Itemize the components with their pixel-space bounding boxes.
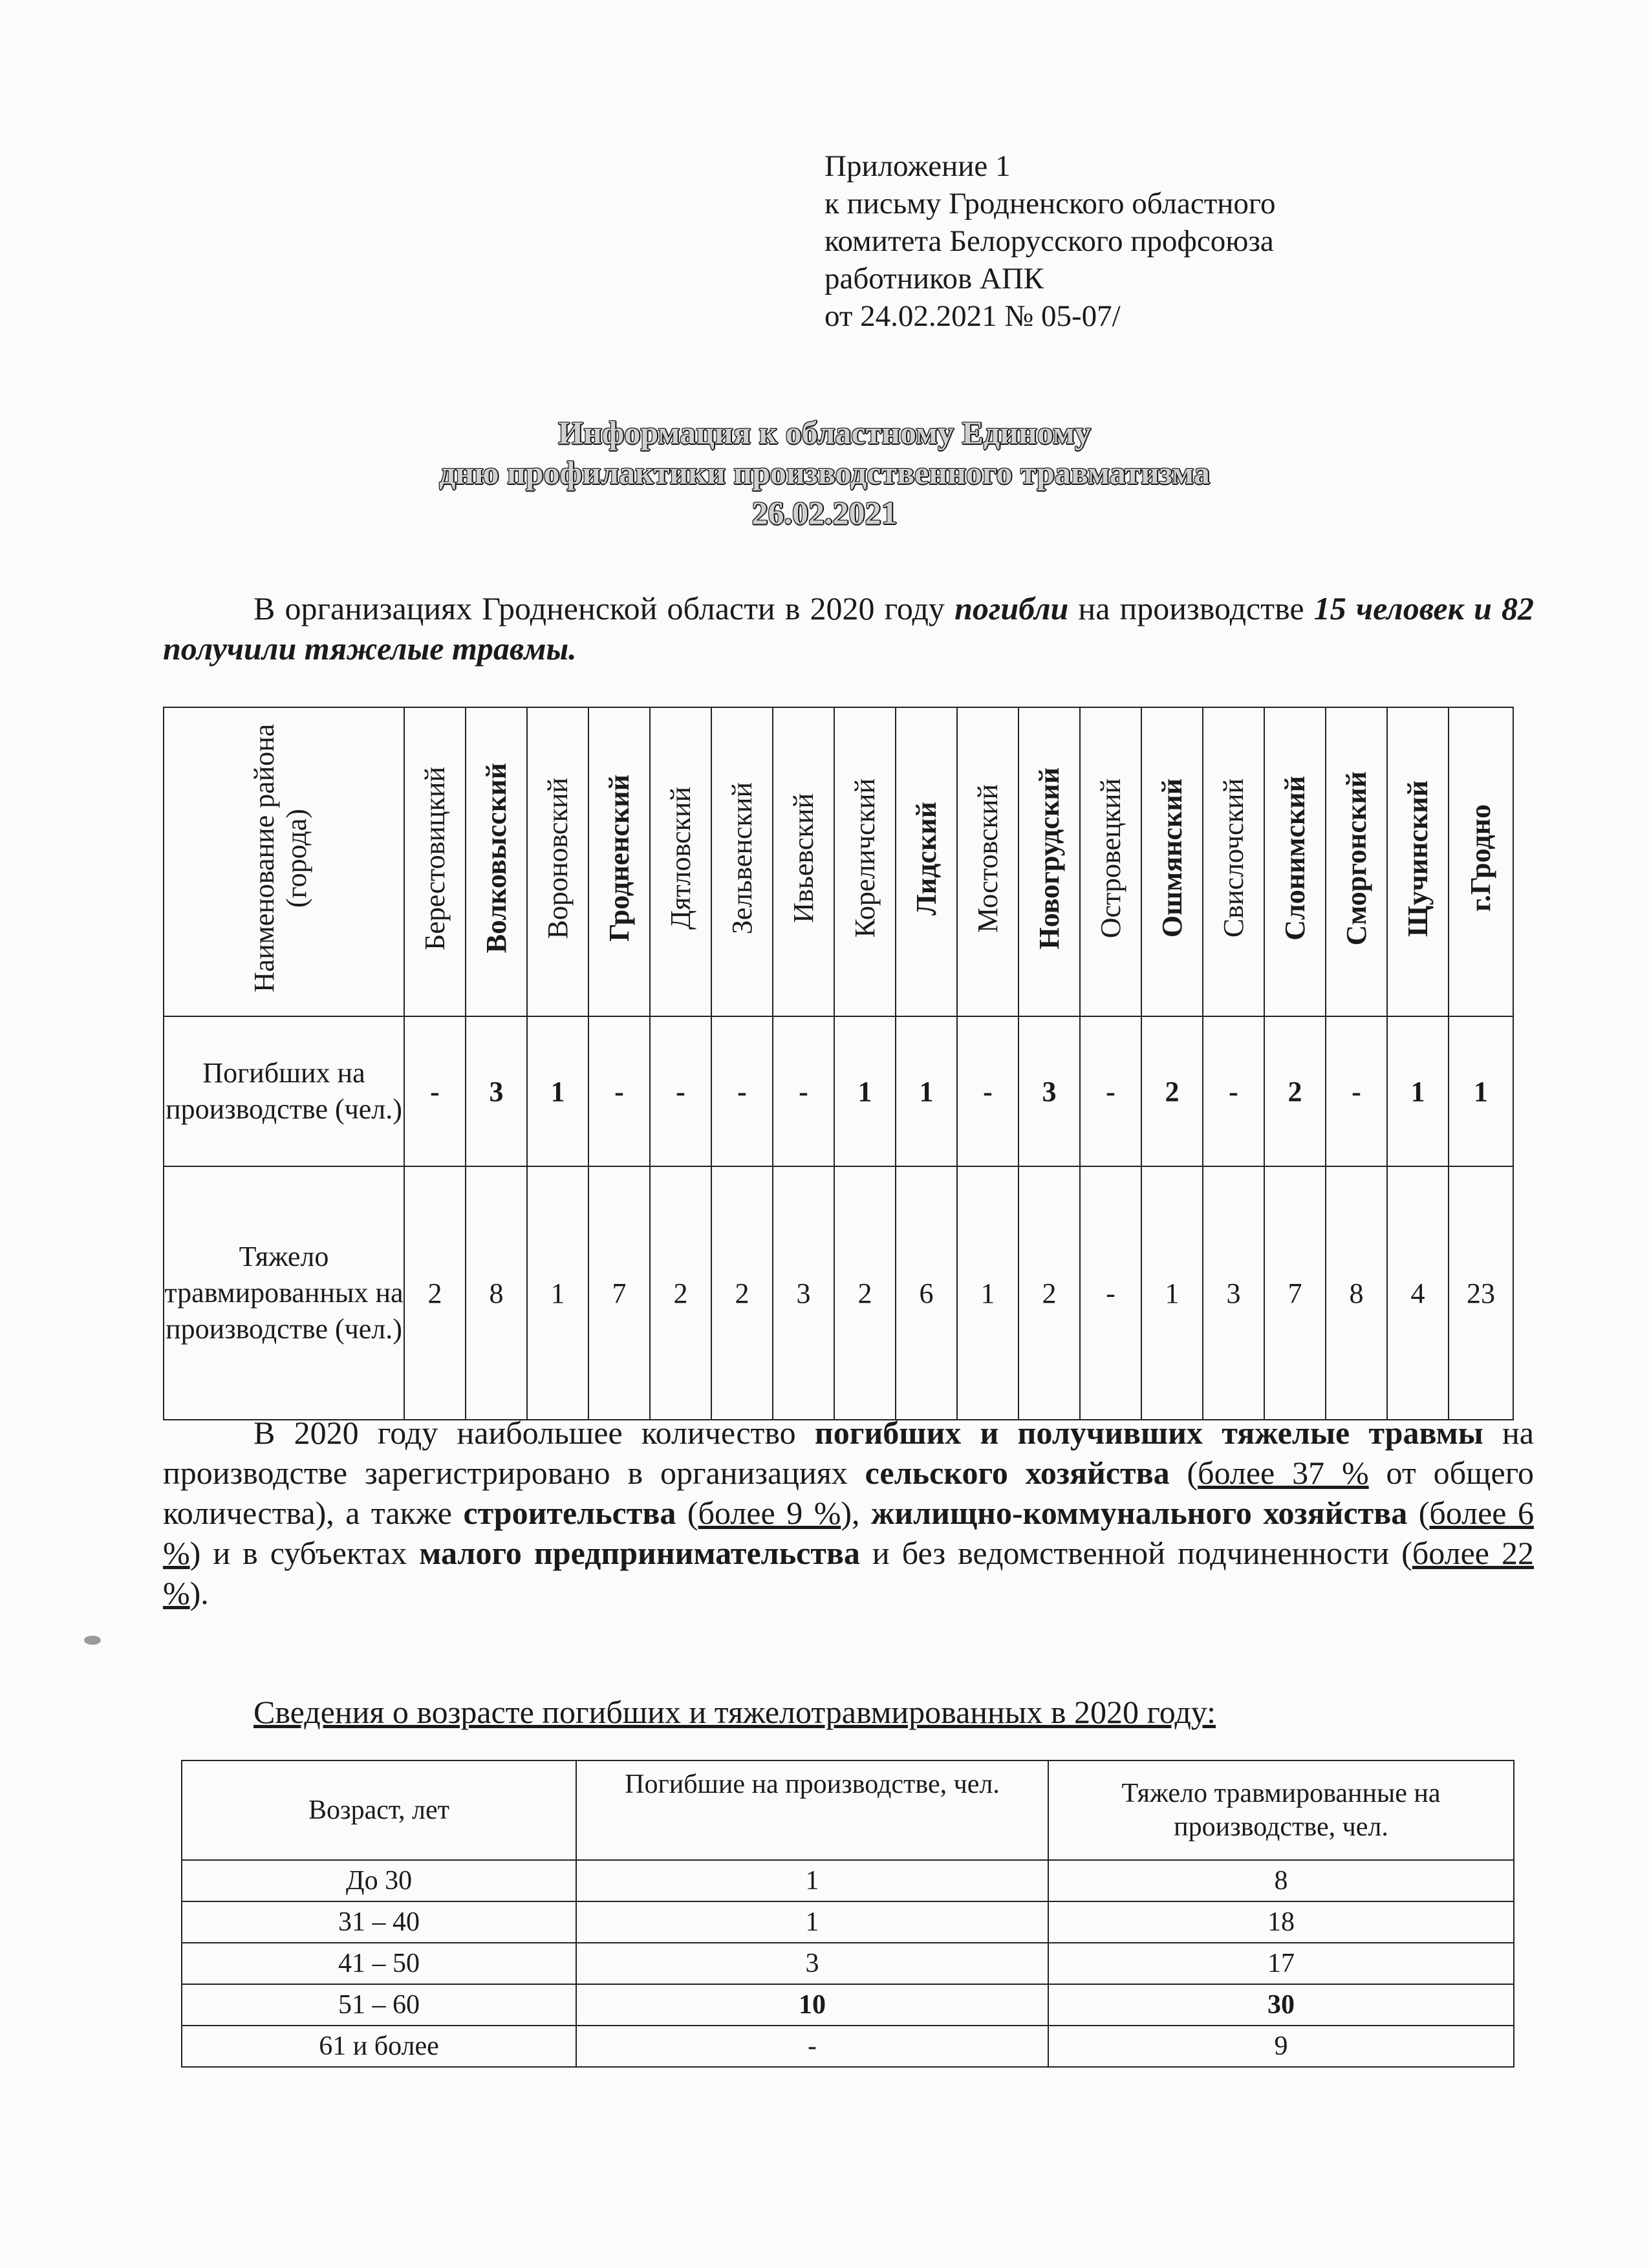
summary-paragraph bbox=[163, 1413, 1534, 1613]
age-table bbox=[181, 1760, 1514, 2068]
summary-text: ( bbox=[676, 1495, 698, 1531]
injured-cell: 2 bbox=[834, 1166, 896, 1420]
title-line: дню профилактики производственного травматизма bbox=[439, 455, 1210, 491]
appendix-line: работников АПК bbox=[824, 262, 1044, 295]
age-header-cell: Тяжело травмированные на производстве, чел. bbox=[1048, 1760, 1514, 1860]
age-cell: 31 – 40 bbox=[182, 1901, 576, 1943]
deaths-cell: 1 bbox=[896, 1016, 957, 1166]
district-name: Мостовский bbox=[971, 784, 1004, 933]
district-header bbox=[834, 707, 896, 1016]
deaths-cell: 1 bbox=[1387, 1016, 1449, 1166]
age-cell: До 30 bbox=[182, 1860, 576, 1901]
injured-cell: 2 bbox=[1018, 1166, 1080, 1420]
title-line: 26.02.2021 bbox=[751, 495, 898, 531]
injured-cell: 4 bbox=[1387, 1166, 1449, 1420]
district-name: Берестовицкий bbox=[418, 766, 451, 950]
age-header-cell: Возраст, лет bbox=[182, 1760, 576, 1860]
district-name: Новогрудский bbox=[1033, 767, 1065, 950]
summary-percent: более 22 % bbox=[163, 1535, 1535, 1611]
summary-percent: более 6 % bbox=[163, 1495, 1534, 1571]
summary-text: от общего количества), а также bbox=[163, 1455, 1535, 1531]
injured-cell: - bbox=[1080, 1166, 1141, 1420]
districts-table bbox=[163, 707, 1514, 1420]
deaths-cell: 3 bbox=[466, 1016, 527, 1166]
district-header bbox=[1326, 707, 1387, 1016]
deaths-cell: - bbox=[1326, 1016, 1387, 1166]
summary-text: В 2020 году наибольшее количество bbox=[253, 1415, 815, 1451]
age-injured-cell: 30 bbox=[1048, 1984, 1514, 2026]
deaths-cell: - bbox=[711, 1016, 773, 1166]
age-deaths-cell: 3 bbox=[576, 1943, 1048, 1984]
district-name: Щучинский bbox=[1401, 780, 1434, 937]
district-name: Кореличский bbox=[848, 778, 881, 938]
appendix-line: Приложение 1 bbox=[824, 149, 1011, 183]
age-deaths-cell: 10 bbox=[576, 1984, 1048, 2026]
injured-cell: 6 bbox=[896, 1166, 957, 1420]
document-title bbox=[0, 412, 1649, 533]
summary-percent: более 37 % bbox=[1198, 1455, 1369, 1491]
row-label: Тяжело травмированных на производстве (чел.) bbox=[164, 1166, 404, 1420]
header-label: Наименование района (города) bbox=[248, 723, 312, 993]
summary-text: ), bbox=[841, 1495, 871, 1531]
summary-text: ( bbox=[1407, 1495, 1430, 1531]
appendix-line: от 24.02.2021 № 05-07/ bbox=[824, 299, 1121, 333]
district-name: Зельвенский bbox=[726, 782, 758, 935]
district-name: Островецкий bbox=[1094, 778, 1126, 939]
header-label-cell bbox=[164, 707, 404, 1016]
summary-emphasis: малого предпринимательства bbox=[419, 1535, 860, 1571]
summary-emphasis: погибших и получивших тяжелые травмы bbox=[814, 1415, 1483, 1451]
injured-cell: 7 bbox=[588, 1166, 650, 1420]
summary-text: на производстве зарегистрировано в организациях bbox=[163, 1415, 1534, 1491]
deaths-cell: - bbox=[1080, 1016, 1141, 1166]
district-name: Свислочский bbox=[1217, 778, 1249, 938]
deaths-cell: 1 bbox=[1449, 1016, 1513, 1166]
injured-cell: 1 bbox=[527, 1166, 588, 1420]
district-header bbox=[957, 707, 1018, 1016]
district-header bbox=[1141, 707, 1203, 1016]
age-cell: 61 и более bbox=[182, 2026, 576, 2067]
district-name: Дятловский bbox=[664, 787, 696, 930]
district-header bbox=[773, 707, 834, 1016]
injured-cell: 7 bbox=[1264, 1166, 1326, 1420]
district-header bbox=[896, 707, 957, 1016]
district-name: Сморгонский bbox=[1340, 771, 1372, 946]
district-name: Ошмянский bbox=[1156, 778, 1188, 938]
injured-cell: 3 bbox=[773, 1166, 834, 1420]
district-header bbox=[1080, 707, 1141, 1016]
district-header bbox=[404, 707, 466, 1016]
intro-text: на производстве bbox=[1068, 590, 1314, 626]
intro-text: В организациях Гродненской области в 2020 году bbox=[253, 590, 955, 626]
injured-cell: 8 bbox=[466, 1166, 527, 1420]
age-injured-cell: 18 bbox=[1048, 1901, 1514, 1943]
deaths-cell: 1 bbox=[527, 1016, 588, 1166]
age-injured-cell: 17 bbox=[1048, 1943, 1514, 1984]
appendix-header bbox=[824, 147, 1276, 335]
district-header bbox=[1203, 707, 1264, 1016]
age-table-header bbox=[182, 1760, 1514, 1860]
deaths-cell: 3 bbox=[1018, 1016, 1080, 1166]
table-row bbox=[182, 1901, 1514, 1943]
district-header bbox=[588, 707, 650, 1016]
appendix-line: комитета Белорусского профсоюза bbox=[824, 224, 1274, 258]
injured-row bbox=[164, 1166, 1513, 1420]
deaths-cell: - bbox=[588, 1016, 650, 1166]
summary-emphasis: жилищно-коммунального хозяйства bbox=[871, 1495, 1408, 1531]
summary-percent: более 9 % bbox=[698, 1495, 841, 1531]
district-name: Гродненский bbox=[603, 775, 635, 942]
district-header bbox=[527, 707, 588, 1016]
summary-emphasis: сельского хозяйства bbox=[865, 1455, 1170, 1491]
deaths-cell: 2 bbox=[1264, 1016, 1326, 1166]
district-header bbox=[466, 707, 527, 1016]
injured-cell: 23 bbox=[1449, 1166, 1513, 1420]
summary-emphasis: строительства bbox=[463, 1495, 676, 1531]
district-header bbox=[1018, 707, 1080, 1016]
summary-text: ). bbox=[189, 1575, 209, 1611]
table-row bbox=[182, 1943, 1514, 1984]
deaths-cell: 1 bbox=[834, 1016, 896, 1166]
district-header bbox=[1387, 707, 1449, 1016]
injured-cell: 1 bbox=[957, 1166, 1018, 1420]
age-deaths-cell: - bbox=[576, 2026, 1048, 2067]
district-name: Слонимский bbox=[1278, 776, 1311, 941]
scan-speck bbox=[84, 1636, 101, 1645]
injured-cell: 1 bbox=[1141, 1166, 1203, 1420]
injured-cell: 2 bbox=[711, 1166, 773, 1420]
age-deaths-cell: 1 bbox=[576, 1860, 1048, 1901]
table-row bbox=[182, 1860, 1514, 1901]
appendix-line: к письму Гродненского областного bbox=[824, 187, 1276, 220]
age-deaths-cell: 1 bbox=[576, 1901, 1048, 1943]
injured-cell: 3 bbox=[1203, 1166, 1264, 1420]
age-header-cell: Погибшие на производстве, чел. bbox=[576, 1760, 1048, 1860]
summary-text: ( bbox=[1169, 1455, 1198, 1491]
district-name: Волковысский bbox=[480, 763, 512, 954]
injured-cell: 8 bbox=[1326, 1166, 1387, 1420]
age-section-heading: Сведения о возрасте погибших и тяжелотравмированных в 2020 году: bbox=[253, 1694, 1216, 1730]
table-header-row bbox=[164, 707, 1513, 1016]
age-cell: 41 – 50 bbox=[182, 1943, 576, 1984]
injured-cell: 2 bbox=[650, 1166, 711, 1420]
deaths-cell: - bbox=[1203, 1016, 1264, 1166]
district-name: Ивьевский bbox=[787, 793, 819, 923]
district-name: г.Гродно bbox=[1465, 804, 1496, 912]
deaths-row bbox=[164, 1016, 1513, 1166]
intro-paragraph bbox=[163, 588, 1534, 669]
deaths-cell: - bbox=[404, 1016, 466, 1166]
summary-text: и без ведомственной подчиненности ( bbox=[859, 1535, 1412, 1571]
row-label: Погибших на производстве (чел.) bbox=[164, 1016, 404, 1166]
intro-emphasis: погибли bbox=[954, 590, 1069, 626]
title-line: Информация к областному Единому bbox=[558, 414, 1091, 451]
deaths-cell: - bbox=[650, 1016, 711, 1166]
injured-cell: 2 bbox=[404, 1166, 466, 1420]
deaths-cell: - bbox=[957, 1016, 1018, 1166]
district-header bbox=[1264, 707, 1326, 1016]
table-row bbox=[182, 1984, 1514, 2026]
district-header bbox=[1449, 707, 1513, 1016]
intro-emphasis: 15 человек и 82 получили тяжелые травмы. bbox=[163, 590, 1535, 667]
district-name: Лидский bbox=[910, 801, 942, 915]
table-row bbox=[182, 2026, 1514, 2067]
age-injured-cell: 8 bbox=[1048, 1860, 1514, 1901]
district-header bbox=[650, 707, 711, 1016]
age-cell: 51 – 60 bbox=[182, 1984, 576, 2026]
district-name: Вороновский bbox=[541, 777, 574, 939]
deaths-cell: 2 bbox=[1141, 1016, 1203, 1166]
age-injured-cell: 9 bbox=[1048, 2026, 1514, 2067]
summary-text: ) и в субъектах bbox=[189, 1535, 420, 1571]
deaths-cell: - bbox=[773, 1016, 834, 1166]
district-header bbox=[711, 707, 773, 1016]
